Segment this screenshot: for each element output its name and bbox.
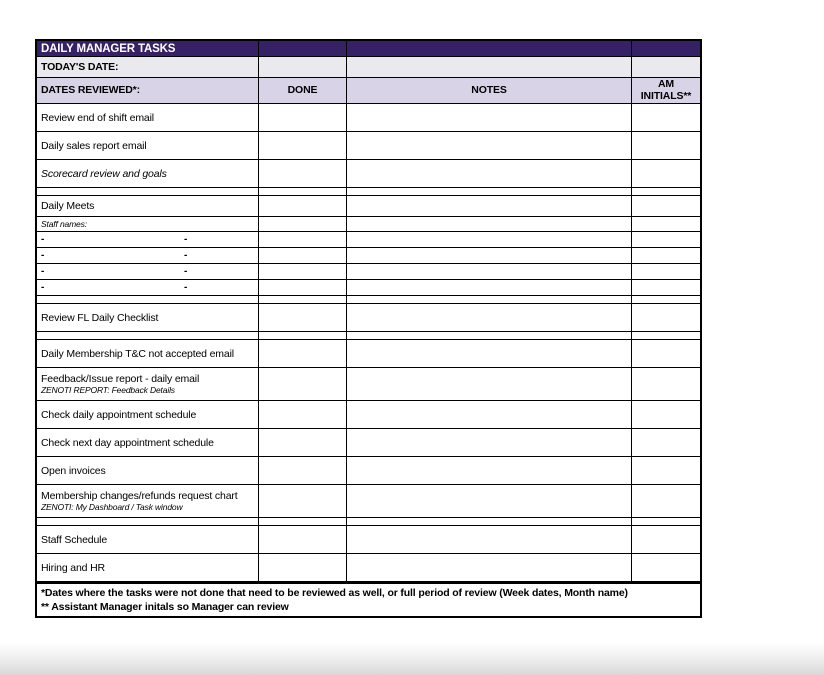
task-cell xyxy=(37,280,259,295)
initials-cell xyxy=(632,296,700,303)
notes-cell xyxy=(347,340,632,367)
initials-cell xyxy=(632,526,700,553)
done-cell xyxy=(259,429,347,456)
staff-name-dash-left: - xyxy=(41,281,45,293)
notes-cell xyxy=(347,332,632,339)
task-label: Check next day appointment schedule xyxy=(41,436,214,449)
done-cell xyxy=(259,368,347,400)
task-cell xyxy=(37,104,259,131)
notes-cell xyxy=(347,518,632,525)
task-label: Open invoices xyxy=(41,464,106,477)
col-header-am-initials: AM INITIALS** xyxy=(632,78,700,103)
staff-name-row xyxy=(37,280,700,296)
initials-cell xyxy=(632,280,700,295)
done-cell xyxy=(259,132,347,159)
task-cell xyxy=(37,554,259,581)
task-row xyxy=(37,217,700,232)
task-sublabel: ZENOTI REPORT: Feedback Details xyxy=(41,385,175,395)
initials-cell xyxy=(632,104,700,131)
task-row xyxy=(37,429,700,457)
todays-date-label: TODAY'S DATE: xyxy=(37,57,259,77)
task-rows-container xyxy=(37,104,700,582)
task-row xyxy=(37,104,700,132)
task-row xyxy=(37,457,700,485)
task-sublabel: ZENOTI: My Dashboard / Task window xyxy=(41,502,183,512)
done-cell xyxy=(259,296,347,303)
task-row xyxy=(37,132,700,160)
initials-cell xyxy=(632,160,700,187)
notes-cell xyxy=(347,217,632,231)
title-empty-cell xyxy=(632,41,700,56)
task-cell xyxy=(37,429,259,456)
notes-cell xyxy=(347,457,632,484)
done-cell xyxy=(259,340,347,367)
initials-cell xyxy=(632,518,700,525)
col-header-dates-reviewed: DATES REVIEWED*: xyxy=(37,78,259,103)
task-row xyxy=(37,304,700,332)
footnote-1: *Dates where the tasks were not done that need to be reviewed as well, or full period of review (Week dates, Month name) xyxy=(41,587,628,599)
todays-date-initials-cell xyxy=(632,57,700,77)
task-cell xyxy=(37,188,259,195)
task-cell xyxy=(37,232,259,247)
initials-cell xyxy=(632,457,700,484)
spacer-row xyxy=(37,188,700,196)
task-row xyxy=(37,401,700,429)
notes-cell xyxy=(347,526,632,553)
task-cell xyxy=(37,332,259,339)
initials-cell xyxy=(632,332,700,339)
done-cell xyxy=(259,188,347,195)
notes-cell xyxy=(347,485,632,517)
initials-cell xyxy=(632,264,700,279)
footnotes xyxy=(37,582,700,616)
staff-name-row xyxy=(37,248,700,264)
task-cell xyxy=(37,401,259,428)
initials-cell xyxy=(632,554,700,581)
notes-cell xyxy=(347,296,632,303)
task-row xyxy=(37,526,700,554)
col-header-done: DONE xyxy=(259,78,347,103)
notes-cell xyxy=(347,196,632,216)
initials-cell xyxy=(632,368,700,400)
done-cell xyxy=(259,232,347,247)
done-cell xyxy=(259,457,347,484)
initials-cell xyxy=(632,248,700,263)
notes-cell xyxy=(347,104,632,131)
task-cell xyxy=(37,518,259,525)
initials-cell xyxy=(632,429,700,456)
title-empty-cell xyxy=(259,41,347,56)
staff-name-dash-mid: - xyxy=(184,249,188,261)
task-cell xyxy=(37,304,259,331)
todays-date-value-cell xyxy=(259,57,347,77)
task-row xyxy=(37,196,700,217)
daily-manager-tasks-table xyxy=(35,39,702,618)
task-label: Staff names: xyxy=(41,219,87,229)
notes-cell xyxy=(347,248,632,263)
staff-name-dash-mid: - xyxy=(184,265,188,277)
notes-cell xyxy=(347,368,632,400)
spacer-row xyxy=(37,332,700,340)
staff-name-dash-mid: - xyxy=(184,281,188,293)
done-cell xyxy=(259,196,347,216)
task-label: Daily Membership T&C not accepted email xyxy=(41,347,234,360)
initials-cell xyxy=(632,196,700,216)
done-cell xyxy=(259,332,347,339)
spacer-row xyxy=(37,296,700,304)
footnote-2: ** Assistant Manager initals so Manager can review xyxy=(41,601,289,613)
staff-name-dash-mid: - xyxy=(184,233,188,245)
notes-cell xyxy=(347,188,632,195)
task-label: Daily sales report email xyxy=(41,139,147,152)
column-header-row xyxy=(37,78,700,104)
task-label: Feedback/Issue report - daily email xyxy=(41,373,200,385)
notes-cell xyxy=(347,280,632,295)
notes-cell xyxy=(347,401,632,428)
notes-cell xyxy=(347,264,632,279)
notes-cell xyxy=(347,554,632,581)
todays-date-notes-cell xyxy=(347,57,632,77)
task-cell xyxy=(37,340,259,367)
done-cell xyxy=(259,485,347,517)
task-label: Review FL Daily Checklist xyxy=(41,311,159,324)
task-row xyxy=(37,160,700,188)
table-title: DAILY MANAGER TASKS xyxy=(37,41,259,56)
task-cell xyxy=(37,368,259,400)
notes-cell xyxy=(347,304,632,331)
notes-cell xyxy=(347,232,632,247)
col-header-notes: NOTES xyxy=(347,78,632,103)
task-cell xyxy=(37,217,259,231)
todays-date-row xyxy=(37,57,700,78)
spacer-row xyxy=(37,518,700,526)
initials-cell xyxy=(632,401,700,428)
notes-cell xyxy=(347,160,632,187)
task-label: Check daily appointment schedule xyxy=(41,408,197,421)
done-cell xyxy=(259,280,347,295)
task-cell xyxy=(37,526,259,553)
table-title-row xyxy=(37,41,700,57)
initials-cell xyxy=(632,340,700,367)
done-cell xyxy=(259,518,347,525)
task-label: Staff Schedule xyxy=(41,533,108,546)
task-cell xyxy=(37,264,259,279)
task-row xyxy=(37,368,700,401)
task-row xyxy=(37,485,700,518)
task-cell xyxy=(37,485,259,517)
task-label: Scorecard review and goals xyxy=(41,167,167,180)
task-label: Membership changes/refunds request chart xyxy=(41,490,238,502)
done-cell xyxy=(259,304,347,331)
done-cell xyxy=(259,217,347,231)
staff-name-dash-left: - xyxy=(41,265,45,277)
title-empty-cell xyxy=(347,41,632,56)
task-label: Review end of shift email xyxy=(41,111,154,124)
task-cell xyxy=(37,296,259,303)
task-row xyxy=(37,554,700,582)
notes-cell xyxy=(347,132,632,159)
task-cell xyxy=(37,457,259,484)
done-cell xyxy=(259,401,347,428)
done-cell xyxy=(259,264,347,279)
initials-cell xyxy=(632,132,700,159)
task-cell xyxy=(37,160,259,187)
initials-cell xyxy=(632,304,700,331)
notes-cell xyxy=(347,429,632,456)
task-cell xyxy=(37,132,259,159)
staff-name-row xyxy=(37,264,700,280)
done-cell xyxy=(259,104,347,131)
task-label: Daily Meets xyxy=(41,200,95,212)
task-cell xyxy=(37,196,259,216)
initials-cell xyxy=(632,188,700,195)
done-cell xyxy=(259,248,347,263)
initials-cell xyxy=(632,232,700,247)
staff-name-row xyxy=(37,232,700,248)
task-label: Hiring and HR xyxy=(41,561,105,574)
task-cell xyxy=(37,248,259,263)
done-cell xyxy=(259,526,347,553)
initials-cell xyxy=(632,217,700,231)
task-row xyxy=(37,340,700,368)
initials-cell xyxy=(632,485,700,517)
staff-name-dash-left: - xyxy=(41,249,45,261)
done-cell xyxy=(259,554,347,581)
done-cell xyxy=(259,160,347,187)
page-bottom-gradient xyxy=(0,643,824,675)
staff-name-dash-left: - xyxy=(41,233,45,245)
